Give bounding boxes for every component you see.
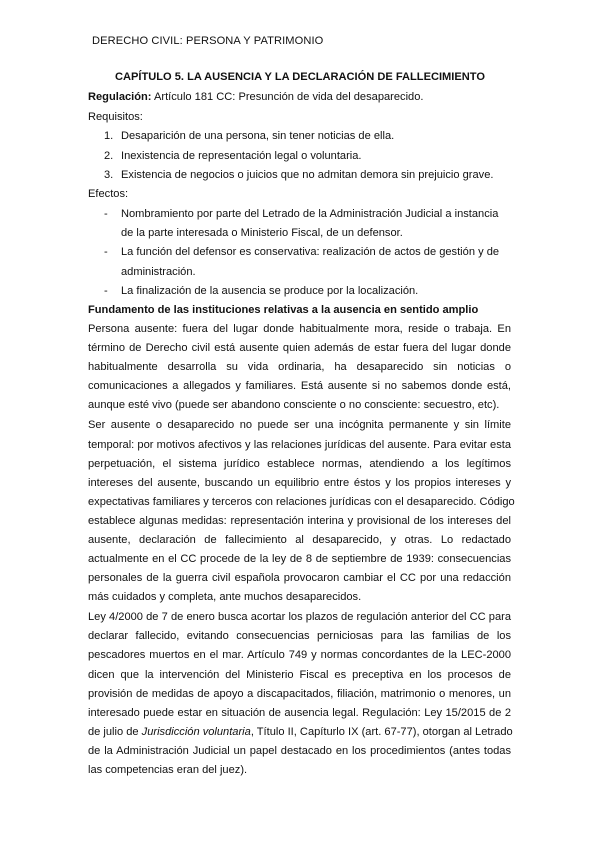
chapter-title: CAPÍTULO 5. LA AUSENCIA Y LA DECLARACIÓN DE FALLECIMIENTO: [114, 71, 485, 83]
paragraph-line: ausente, declaración de fallecimiento al desaparecido, y otras. Lo redactado: [88, 534, 511, 546]
paragraph-line: establece algunas medidas: representación interina y provisional de los intereses del: [88, 515, 511, 527]
paragraph-line: término de Derecho civil está ausente quien además de estar fuera del lugar donde: [88, 342, 511, 354]
efecto-text: administración.: [121, 266, 196, 278]
paragraph-line: interesado puede estar en situación de ausencia legal. Regulación: Ley 15/2015 de 2: [88, 707, 511, 719]
requisito-number: 2.: [104, 150, 114, 162]
requisito-text: Existencia de negocios o juicios que no admitan demora sin prejuicio grave.: [121, 169, 494, 181]
requisito-text: Inexistencia de representación legal o voluntaria.: [121, 150, 362, 162]
efecto-text: La función del defensor es conservativa: realización de actos de gestión y de: [121, 246, 500, 258]
paragraph-line: expectativas familiares y terceros con relaciones jurídicas con el desaparecido. Código: [88, 496, 515, 508]
paragraph-line: de julio de Jurisdicción voluntaria, Título II, Capíturlo IX (art. 67-77), otorgan al Letrado: [88, 726, 513, 738]
efecto-text: Nombramiento por parte del Letrado de la Administración Judicial a instancia: [121, 208, 499, 220]
efecto-text: de la parte interesada o Ministerio Fiscal, de un defensor.: [121, 227, 403, 239]
paragraph-line: dicen que la intervención del Ministerio Fiscal es preceptiva en los procesos de: [88, 669, 511, 681]
paragraph-line: habitualmente desarrolla su vida ordinaria, ha desaparecido sin noticias o: [88, 361, 511, 373]
paragraph-line: perpetuación, el sistema jurídico establece normas, atendiendo a los legítimos: [88, 458, 511, 470]
requisito-number: 1.: [104, 130, 114, 142]
paragraph-line: Persona ausente: fuera del lugar donde habitualmente mora, reside o trabaja. En: [88, 323, 511, 335]
italic-term: Jurisdicción voluntaria: [141, 726, 251, 738]
paragraph-line: pescadores muertos en el mar. Artículo 749 y normas concordantes de la LEC-2000: [88, 649, 511, 661]
regulacion-line: [88, 88, 423, 106]
paragraph-line: provisión de medidas de apoyo a discapacitados, filiación, matrimonio o menores, un: [88, 688, 511, 700]
paragraph-line: aunque esté vivo (puede ser abandono consciente o no consciente: secuestro, etc).: [88, 399, 500, 411]
paragraph-line: más cuidados y completa, ante muchos desaparecidos.: [88, 591, 362, 603]
regulacion-label: Regulación:: [88, 91, 152, 103]
paragraph-line: temporal: por motivos afectivos y las relaciones jurídicas del ausente. Para evitar esta: [88, 439, 511, 451]
paragraph-line: Ser ausente o desaparecido no puede ser una incógnita permanente y sin límite: [88, 419, 511, 431]
efectos-label: Efectos:: [88, 188, 129, 200]
bullet-dash: -: [104, 246, 108, 258]
regulacion-text: Artículo 181 CC: Presunción de vida del desaparecido.: [151, 91, 424, 103]
paragraph-line: comunicaciones a allegados y familiares. Está ausente si no sabemos donde está,: [88, 380, 511, 392]
paragraph-line: Ley 4/2000 de 7 de enero busca acortar los plazos de regulación anterior del CC para: [88, 611, 511, 623]
paragraph-line: personales de la guerra civil española provocaron cambiar el CC por una redacción: [88, 572, 511, 584]
requisitos-label: Requisitos:: [88, 111, 143, 123]
requisito-number: 3.: [104, 169, 114, 181]
requisito-text: Desaparición de una persona, sin tener noticias de ella.: [121, 130, 395, 142]
paragraph-line: las competencias eran del juez).: [88, 764, 248, 776]
efecto-text: La finalización de la ausencia se produce por la localización.: [121, 285, 419, 297]
paragraph-line: intereses del ausente, buscando un equilibrio entre éstos y los propios intereses y: [88, 477, 511, 489]
paragraph-line: actualmente en el CC procede de la ley de 8 de septiembre de 1939: consecuencias: [88, 553, 511, 565]
section-heading: Fundamento de las instituciones relativas a la ausencia en sentido amplio: [88, 304, 479, 316]
bullet-dash: -: [104, 208, 108, 220]
paragraph-line: de la Administración Judicial un papel destacado en los procedimientos (antes todas: [88, 745, 511, 757]
bullet-dash: -: [104, 285, 108, 297]
paragraph-line: declarar fallecido, evitando consecuencias perniciosas para las familias de los: [88, 630, 511, 642]
page-header: DERECHO CIVIL: PERSONA Y PATRIMONIO: [92, 35, 324, 47]
